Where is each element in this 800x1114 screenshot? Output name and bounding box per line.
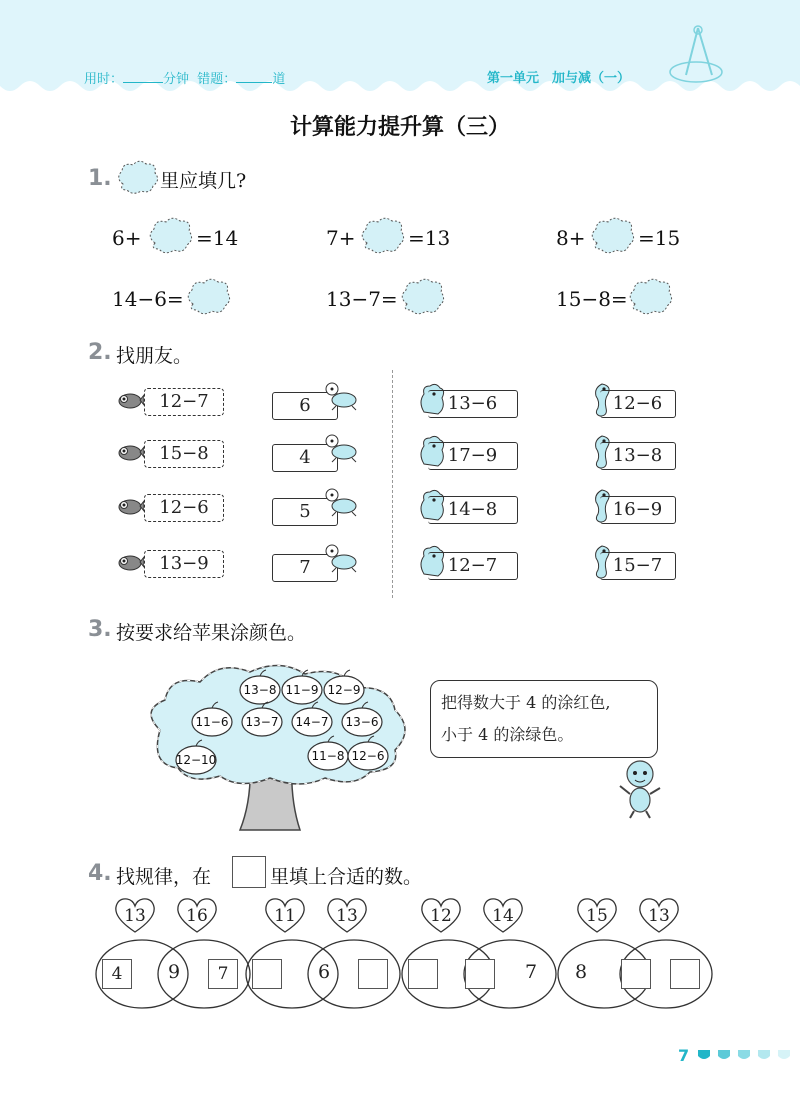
apple-label: 13−6 (345, 715, 379, 729)
q3-text: 按要求给苹果涂颜色。 (116, 622, 307, 644)
q2-divider (392, 370, 393, 598)
q2-right-answer[interactable]: 16−9 (600, 496, 676, 524)
q2-right-answer[interactable]: 15−7 (600, 552, 676, 580)
q1-eq1-post: =14 (196, 226, 239, 250)
q2-right-expr[interactable]: 14−8 (428, 496, 518, 524)
blank-square[interactable] (465, 959, 495, 989)
apple-label: 12−6 (351, 749, 385, 763)
blank-square[interactable] (621, 959, 651, 989)
cloud-answer-box[interactable] (184, 276, 232, 318)
q4-text-post: 里填上合适的数。 (270, 866, 423, 888)
compass-icon (664, 20, 734, 90)
turtle-icon (322, 486, 360, 518)
q1-eq3-post: =15 (638, 226, 681, 250)
q2-text: 找朋友。 (116, 345, 193, 367)
whale-icon (114, 388, 144, 410)
unit-title: 第一单元 加与减（一） (487, 71, 631, 86)
number-square: 7 (208, 959, 238, 989)
footer-dots (696, 1046, 796, 1064)
heart-number: 12 (430, 906, 452, 926)
q1-eq1-pre: 6+ (112, 226, 142, 250)
square-blank-icon (232, 856, 266, 888)
monkey-icon (608, 756, 672, 820)
q4-number: 4. (88, 861, 112, 886)
q2-right-answer[interactable]: 13−8 (600, 442, 676, 470)
whale-icon (114, 440, 144, 462)
right-number: 7 (524, 961, 538, 983)
q2-left-answer[interactable]: 5 (272, 498, 338, 526)
cloud-blank-icon (115, 158, 159, 196)
q2-left-answer[interactable]: 4 (272, 444, 338, 472)
apple-label: 11−6 (195, 715, 229, 729)
heart-number: 13 (336, 906, 358, 926)
q2-left-expr[interactable]: 12−7 (144, 388, 224, 416)
heart-number: 15 (586, 906, 608, 926)
apple-tree-illustration (140, 660, 420, 836)
apple-label: 13−8 (243, 683, 277, 697)
apple-label: 14−7 (295, 715, 329, 729)
bubble-line-2: 小于 4 的涂绿色。 (441, 725, 574, 744)
apple-label: 11−9 (285, 683, 319, 697)
apple-label: 12−10 (175, 753, 217, 767)
bubble-line-1: 把得数大于 4 的涂红色, (441, 693, 611, 712)
q1-eq3-pre: 8+ (556, 226, 586, 250)
heart-number: 13 (648, 906, 670, 926)
blank-square[interactable] (358, 959, 388, 989)
cloud-answer-box[interactable] (588, 215, 636, 257)
q2-right-answer[interactable]: 12−6 (600, 390, 676, 418)
q1-eq2-post: =13 (408, 226, 451, 250)
q3-number: 3. (88, 617, 112, 642)
q1-eq2-pre: 7+ (326, 226, 356, 250)
cloud-answer-box[interactable] (146, 215, 194, 257)
heart-number: 13 (124, 906, 146, 926)
whale-icon (114, 550, 144, 572)
q1-eq4: 14−6= (112, 287, 184, 311)
blank-square[interactable] (252, 959, 282, 989)
mid-number: 6 (317, 961, 331, 983)
q2-number: 2. (88, 340, 112, 365)
q1-eq5: 13−7= (326, 287, 398, 311)
turtle-icon (322, 432, 360, 464)
blank-square[interactable] (670, 959, 700, 989)
q2-left-expr[interactable]: 13−9 (144, 550, 224, 578)
page-title: 计算能力提升算（三） (289, 115, 510, 140)
q4-text-pre: 找规律，在 (116, 866, 212, 888)
heart-number: 11 (274, 906, 296, 926)
blank-square[interactable] (408, 959, 438, 989)
q2-left-expr[interactable]: 15−8 (144, 440, 224, 468)
apple-label: 11−8 (311, 749, 345, 763)
cloud-answer-box[interactable] (358, 215, 406, 257)
q1-number: 1. (88, 166, 112, 191)
mid-number: 9 (167, 961, 181, 983)
q2-left-answer[interactable]: 6 (272, 392, 338, 420)
heart-number: 14 (492, 906, 514, 926)
q2-left-expr[interactable]: 12−6 (144, 494, 224, 522)
q1-text: 里应填几? (160, 170, 247, 192)
speech-bubble (430, 680, 658, 758)
header-meta: 用时： 分钟 错题： 道 (84, 72, 286, 87)
number-square: 4 (102, 959, 132, 989)
q2-left-answer[interactable]: 7 (272, 554, 338, 582)
q2-right-expr[interactable]: 12−7 (428, 552, 518, 580)
turtle-icon (322, 380, 360, 412)
cloud-answer-box[interactable] (398, 276, 446, 318)
q2-right-expr[interactable]: 13−6 (428, 390, 518, 418)
cloud-answer-box[interactable] (626, 276, 674, 318)
turtle-icon (322, 542, 360, 574)
q2-right-expr[interactable]: 17−9 (428, 442, 518, 470)
q1-eq6: 15−8= (556, 287, 628, 311)
apple-label: 12−9 (327, 683, 361, 697)
apple-label: 13−7 (245, 715, 279, 729)
page-number: 7 (678, 1046, 690, 1065)
left-number: 8 (574, 961, 588, 983)
heart-number: 16 (186, 906, 208, 926)
whale-icon (114, 494, 144, 516)
